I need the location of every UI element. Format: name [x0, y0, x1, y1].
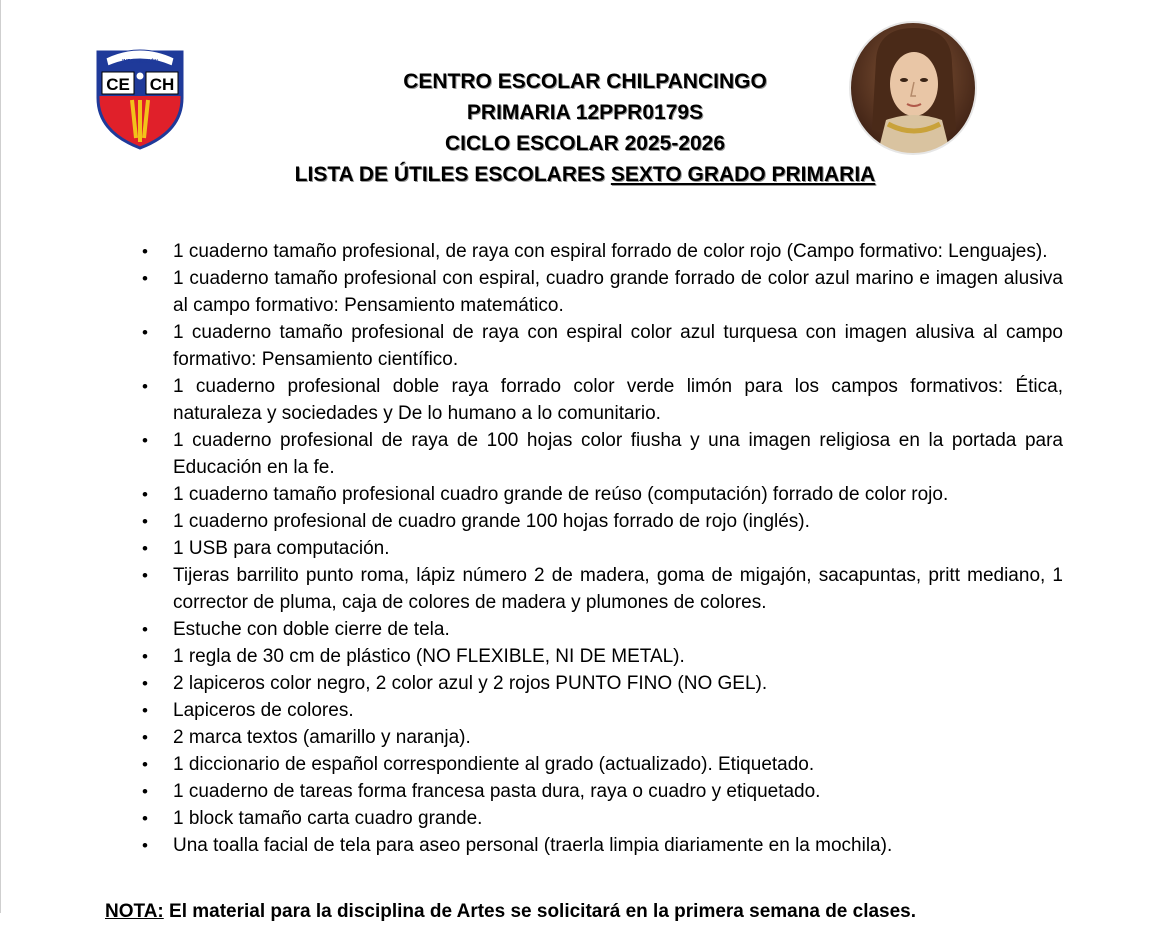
list-item-text: 1 cuaderno profesional de cuadro grande 100 hojas forrado de rojo (inglés). — [173, 511, 810, 532]
list-item — [137, 427, 1063, 481]
bullet-icon: • — [142, 836, 148, 855]
grade-label: SEXTO GRADO PRIMARIA — [610, 163, 876, 186]
note-text: El material para la disciplina de Artes se solicitará en la primera semana de clases. — [163, 901, 917, 922]
list-item — [137, 265, 1063, 319]
bullet-icon: • — [142, 269, 148, 288]
school-name-title: CENTRO ESCOLAR CHILPANCINGO — [403, 70, 767, 93]
list-item — [137, 535, 1063, 562]
list-item-text: 1 cuaderno tamaño profesional, de raya con espiral forrado de color rojo (Campo formativo: Lenguajes). — [173, 241, 1048, 262]
bullet-icon: • — [142, 674, 148, 693]
list-item-text: 1 block tamaño carta cuadro grande. — [173, 808, 483, 829]
list-item — [137, 778, 1063, 805]
bullet-icon: • — [142, 539, 148, 558]
list-item — [137, 508, 1063, 535]
list-item — [137, 697, 1063, 724]
bullet-icon: • — [142, 782, 148, 801]
bullet-icon: • — [142, 323, 148, 342]
supply-list-title — [200, 159, 970, 190]
document-header — [0, 0, 1166, 200]
bullet-icon: • — [142, 377, 148, 396]
bullet-icon: • — [142, 512, 148, 531]
bullet-icon: • — [142, 620, 148, 639]
list-item-text: Lapiceros de colores. — [173, 700, 354, 721]
list-item — [137, 319, 1063, 373]
supply-list-prefix: LISTA DE ÚTILES ESCOLARES — [294, 163, 611, 186]
list-item — [137, 238, 1063, 265]
list-item-text: 2 lapiceros color negro, 2 color azul y 2 rojos PUNTO FINO (NO GEL). — [173, 673, 768, 694]
list-item-text: 1 USB para computación. — [173, 538, 390, 559]
crest-right-letters: CH — [149, 75, 175, 94]
bullet-icon: • — [142, 701, 148, 720]
list-item-text: 2 marca textos (amarillo y naranja). — [173, 727, 471, 748]
list-item-text: 1 cuaderno de tareas forma francesa pasta dura, raya o cuadro y etiquetado. — [173, 781, 821, 802]
bullet-icon: • — [142, 647, 148, 666]
list-item — [137, 832, 1063, 859]
list-item-text: 1 cuaderno tamaño profesional de raya con espiral color azul turquesa con imagen alusiva al campo formativo: Pensamiento científico. — [173, 322, 1063, 370]
header-titles — [200, 66, 970, 190]
list-item — [137, 562, 1063, 616]
list-item — [137, 724, 1063, 751]
list-item-text: Tijeras barrilito punto roma, lápiz número 2 de madera, goma de migajón, sacapuntas, pritt mediano, 1 corrector de pluma, caja de colores de madera y plumones de colores. — [173, 565, 1063, 613]
list-item — [137, 481, 1063, 508]
bullet-icon: • — [142, 755, 148, 774]
list-item — [137, 373, 1063, 427]
footer-note — [105, 898, 1065, 925]
list-item — [137, 670, 1063, 697]
list-item-text: 1 cuaderno tamaño profesional cuadro grande de reúso (computación) forrado de color rojo. — [173, 484, 949, 505]
crest-left-letters: CE — [106, 75, 130, 94]
primary-code-title: PRIMARIA 12PPR0179S — [466, 101, 704, 124]
list-item-text: 1 regla de 30 cm de plástico (NO FLEXIBLE, NI DE METAL). — [173, 646, 685, 667]
list-item-text: 1 cuaderno profesional doble raya forrado color verde limón para los campos formativos: Ética, naturaleza y sociedades y De lo humano a lo comunitario. — [173, 376, 1063, 424]
list-item-text: 1 diccionario de español correspondiente al grado (actualizado). Etiquetado. — [173, 754, 815, 775]
list-item — [137, 616, 1063, 643]
school-cycle-title: CICLO ESCOLAR 2025-2026 — [444, 132, 726, 155]
list-item — [137, 643, 1063, 670]
bullet-icon: • — [142, 431, 148, 450]
list-item-text: Una toalla facial de tela para aseo personal (traerla limpia diariamente en la mochila). — [173, 835, 893, 856]
list-item — [137, 805, 1063, 832]
list-item-text: Estuche con doble cierre de tela. — [173, 619, 450, 640]
bullet-icon: • — [142, 485, 148, 504]
crest-banner-text: INFORMACIÓN — [122, 59, 158, 65]
bullet-icon: • — [142, 566, 148, 585]
bullet-icon: • — [142, 728, 148, 747]
list-item-text: 1 cuaderno tamaño profesional con espiral, cuadro grande forrado de color azul marino e imagen alusiva al campo formativo: Pensamiento matemático. — [173, 268, 1063, 316]
list-item-text: 1 cuaderno profesional de raya de 100 hojas color fiusha y una imagen religiosa en la portada para Educación en la fe. — [173, 430, 1063, 478]
note-label: NOTA: — [105, 901, 164, 922]
supplies-list — [137, 238, 1063, 859]
bullet-icon: • — [142, 242, 148, 261]
bullet-icon: • — [142, 809, 148, 828]
school-crest-logo — [92, 40, 188, 150]
list-item — [137, 751, 1063, 778]
